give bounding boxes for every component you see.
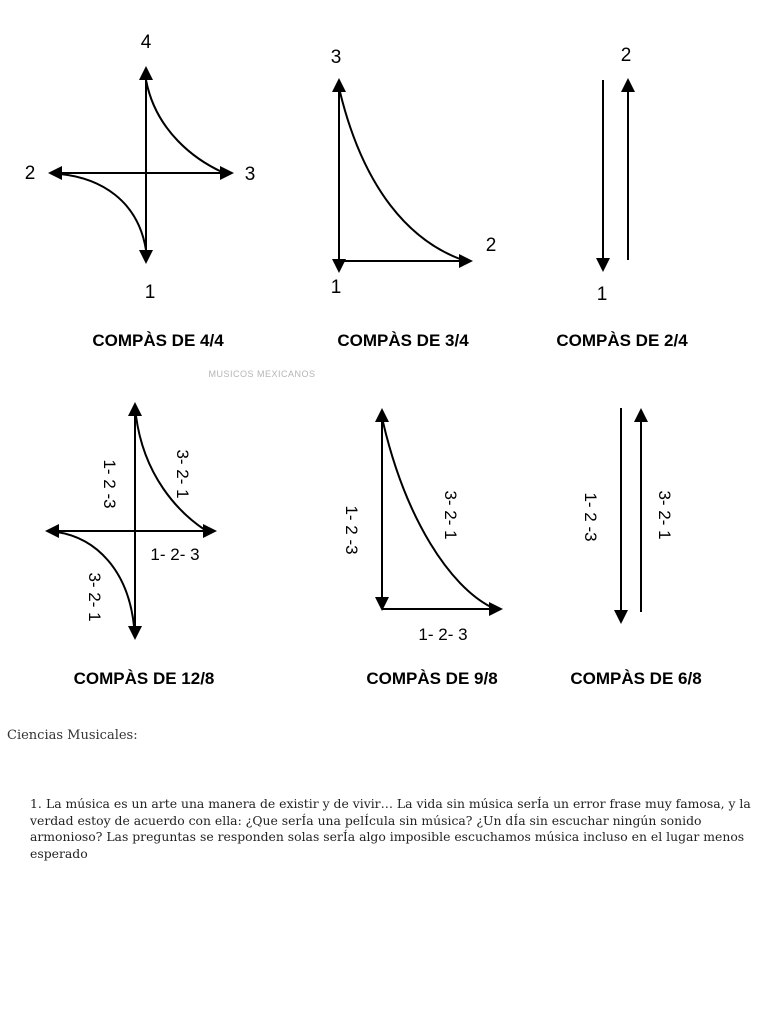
arrowhead-up [634, 408, 648, 422]
arrowhead-up [621, 78, 635, 92]
sequence-label-lower-left: 3- 2- 1 [85, 572, 104, 622]
pattern-9-8-caption: COMPÀS DE 9/8 [366, 669, 498, 688]
beat-label-2: 2 [485, 235, 497, 256]
pattern-4-4-curve-upper [146, 80, 222, 172]
pattern-6-8 [570, 408, 701, 688]
arrowhead-right [489, 602, 503, 616]
beat-label-1: 1 [330, 277, 342, 298]
pattern-2-4 [556, 45, 688, 350]
paragraph-number: 1. [30, 796, 42, 811]
arrowhead-right [220, 166, 234, 180]
pattern-4-4-caption: COMPÀS DE 4/4 [92, 331, 224, 350]
arrowhead-right [203, 524, 217, 538]
arrowhead-up [139, 66, 153, 80]
sequence-label-curve: 3- 2- 1 [441, 490, 460, 540]
pattern-3-4-curve [340, 92, 460, 259]
arrowhead-left [48, 166, 62, 180]
pattern-4-4 [25, 32, 256, 350]
sequence-label-left: 1- 2 -3 [581, 492, 600, 542]
arrowhead-left [45, 524, 59, 538]
paragraph-item [30, 796, 754, 862]
beat-label-1: 1 [144, 282, 156, 303]
section-label: Ciencias Musicales: [7, 728, 138, 743]
sequence-label-right: 1- 2- 3 [150, 545, 200, 564]
arrowhead-up [332, 78, 346, 92]
pattern-9-8 [342, 408, 503, 688]
arrowhead-down [139, 250, 153, 264]
pattern-4-4-curve-lower [60, 174, 146, 250]
beat-label-3: 3 [244, 164, 256, 185]
pattern-12-8-caption: COMPÀS DE 12/8 [73, 669, 215, 688]
watermark: MUSICOS MEXICANOS [208, 369, 316, 379]
pattern-12-8 [45, 402, 217, 688]
pattern-3-4-caption: COMPÀS DE 3/4 [337, 331, 469, 350]
sequence-label-bottom: 1- 2- 3 [418, 625, 468, 644]
arrowhead-up [128, 402, 142, 416]
beat-label-2: 2 [620, 45, 632, 66]
pattern-9-8-curve [383, 422, 491, 607]
sequence-label-left: 1- 2 -3 [100, 459, 119, 509]
beat-label-3: 3 [330, 47, 342, 68]
pattern-6-8-caption: COMPÀS DE 6/8 [570, 669, 702, 688]
arrowhead-down [596, 258, 610, 272]
pattern-3-4 [331, 47, 497, 350]
arrowhead-down [614, 610, 628, 624]
sequence-label-left: 1- 2 -3 [342, 505, 361, 555]
arrowhead-down [128, 626, 142, 640]
arrowhead-right [459, 254, 473, 268]
sequence-label-right: 3- 2- 1 [655, 490, 674, 540]
pattern-12-8-curve-upper [136, 416, 205, 530]
beat-label-2: 2 [24, 163, 36, 184]
arrowhead-up [375, 408, 389, 422]
paragraph-text: La música es un arte una manera de existir y de vivir… La vida sin música serÍa un error frase muy famosa, y la verdad estoy de acuerdo con ella: ¿Que serÍa una pelÍcula sin música? ¿Un dÍa sin escuchar ningún sonido armonioso? Las preguntas se responden solas serÍa algo imposible escuchamos música incluso en el lugar menos esperado [30, 796, 751, 861]
sequence-label-upper-right: 3- 2- 1 [173, 449, 192, 499]
pattern-2-4-caption: COMPÀS DE 2/4 [556, 331, 688, 350]
beat-label-1: 1 [596, 284, 608, 305]
beat-label-4: 4 [140, 32, 152, 53]
